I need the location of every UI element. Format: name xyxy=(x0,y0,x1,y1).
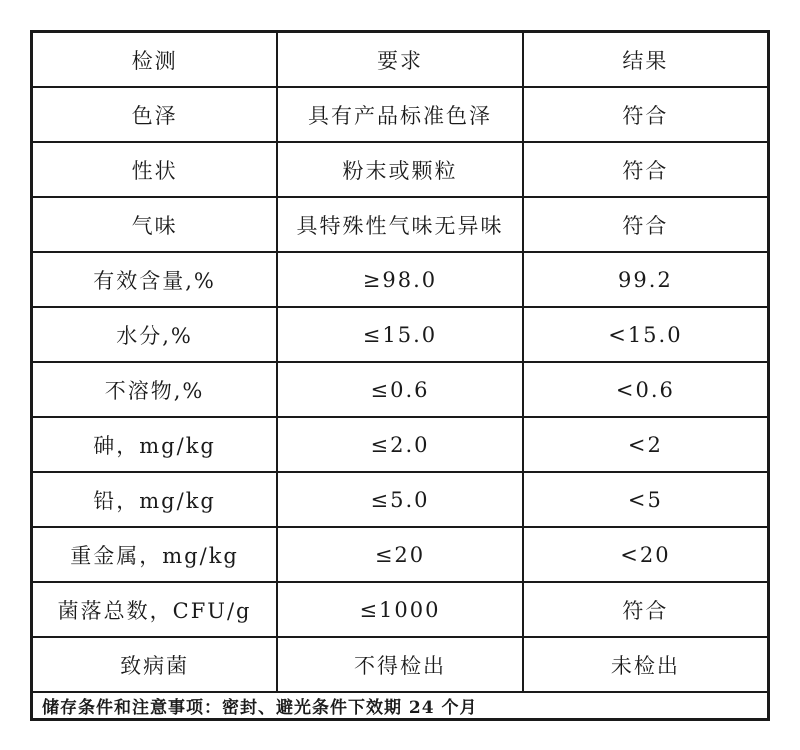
cell-requirement: 粉末或颗粒 xyxy=(277,142,523,197)
cell-result: 符合 xyxy=(523,87,769,142)
table-row xyxy=(32,582,769,637)
cell-requirement: ≤15.0 xyxy=(277,307,523,362)
table-row xyxy=(32,252,769,307)
cell-test: 铅，mg/kg xyxy=(32,472,278,527)
cell-result: <15.0 xyxy=(523,307,769,362)
cell-test: 气味 xyxy=(32,197,278,252)
table-footer-row xyxy=(32,692,769,720)
table-row xyxy=(32,142,769,197)
header-requirement: 要求 xyxy=(277,32,523,88)
cell-result: 符合 xyxy=(523,582,769,637)
cell-requirement: ≥98.0 xyxy=(277,252,523,307)
cell-result: <5 xyxy=(523,472,769,527)
cell-result: <20 xyxy=(523,527,769,582)
cell-test: 菌落总数，CFU/g xyxy=(32,582,278,637)
cell-result: 符合 xyxy=(523,142,769,197)
cell-test: 不溶物,% xyxy=(32,362,278,417)
table-row xyxy=(32,307,769,362)
inspection-table xyxy=(30,30,770,721)
cell-requirement: ≤0.6 xyxy=(277,362,523,417)
cell-requirement: ≤2.0 xyxy=(277,417,523,472)
table-row xyxy=(32,417,769,472)
table-header-row xyxy=(32,32,769,88)
table-row xyxy=(32,637,769,692)
cell-result: 未检出 xyxy=(523,637,769,692)
table-row xyxy=(32,472,769,527)
table-row xyxy=(32,362,769,417)
cell-test: 色泽 xyxy=(32,87,278,142)
cell-requirement: ≤5.0 xyxy=(277,472,523,527)
cell-requirement: 不得检出 xyxy=(277,637,523,692)
cell-requirement: ≤20 xyxy=(277,527,523,582)
cell-requirement: 具特殊性气味无异味 xyxy=(277,197,523,252)
header-test: 检测 xyxy=(32,32,278,88)
cell-requirement: ≤1000 xyxy=(277,582,523,637)
cell-test: 砷，mg/kg xyxy=(32,417,278,472)
cell-result: 99.2 xyxy=(523,252,769,307)
cell-result: 符合 xyxy=(523,197,769,252)
cell-test: 致病菌 xyxy=(32,637,278,692)
cell-result: <0.6 xyxy=(523,362,769,417)
storage-note: 储存条件和注意事项：密封、避光条件下效期 24 个月 xyxy=(32,692,769,720)
table-row xyxy=(32,87,769,142)
cell-requirement: 具有产品标准色泽 xyxy=(277,87,523,142)
table-row xyxy=(32,197,769,252)
cell-result: <2 xyxy=(523,417,769,472)
cell-test: 性状 xyxy=(32,142,278,197)
table-row xyxy=(32,527,769,582)
header-result: 结果 xyxy=(523,32,769,88)
cell-test: 重金属，mg/kg xyxy=(32,527,278,582)
cell-test: 水分,% xyxy=(32,307,278,362)
cell-test: 有效含量,% xyxy=(32,252,278,307)
